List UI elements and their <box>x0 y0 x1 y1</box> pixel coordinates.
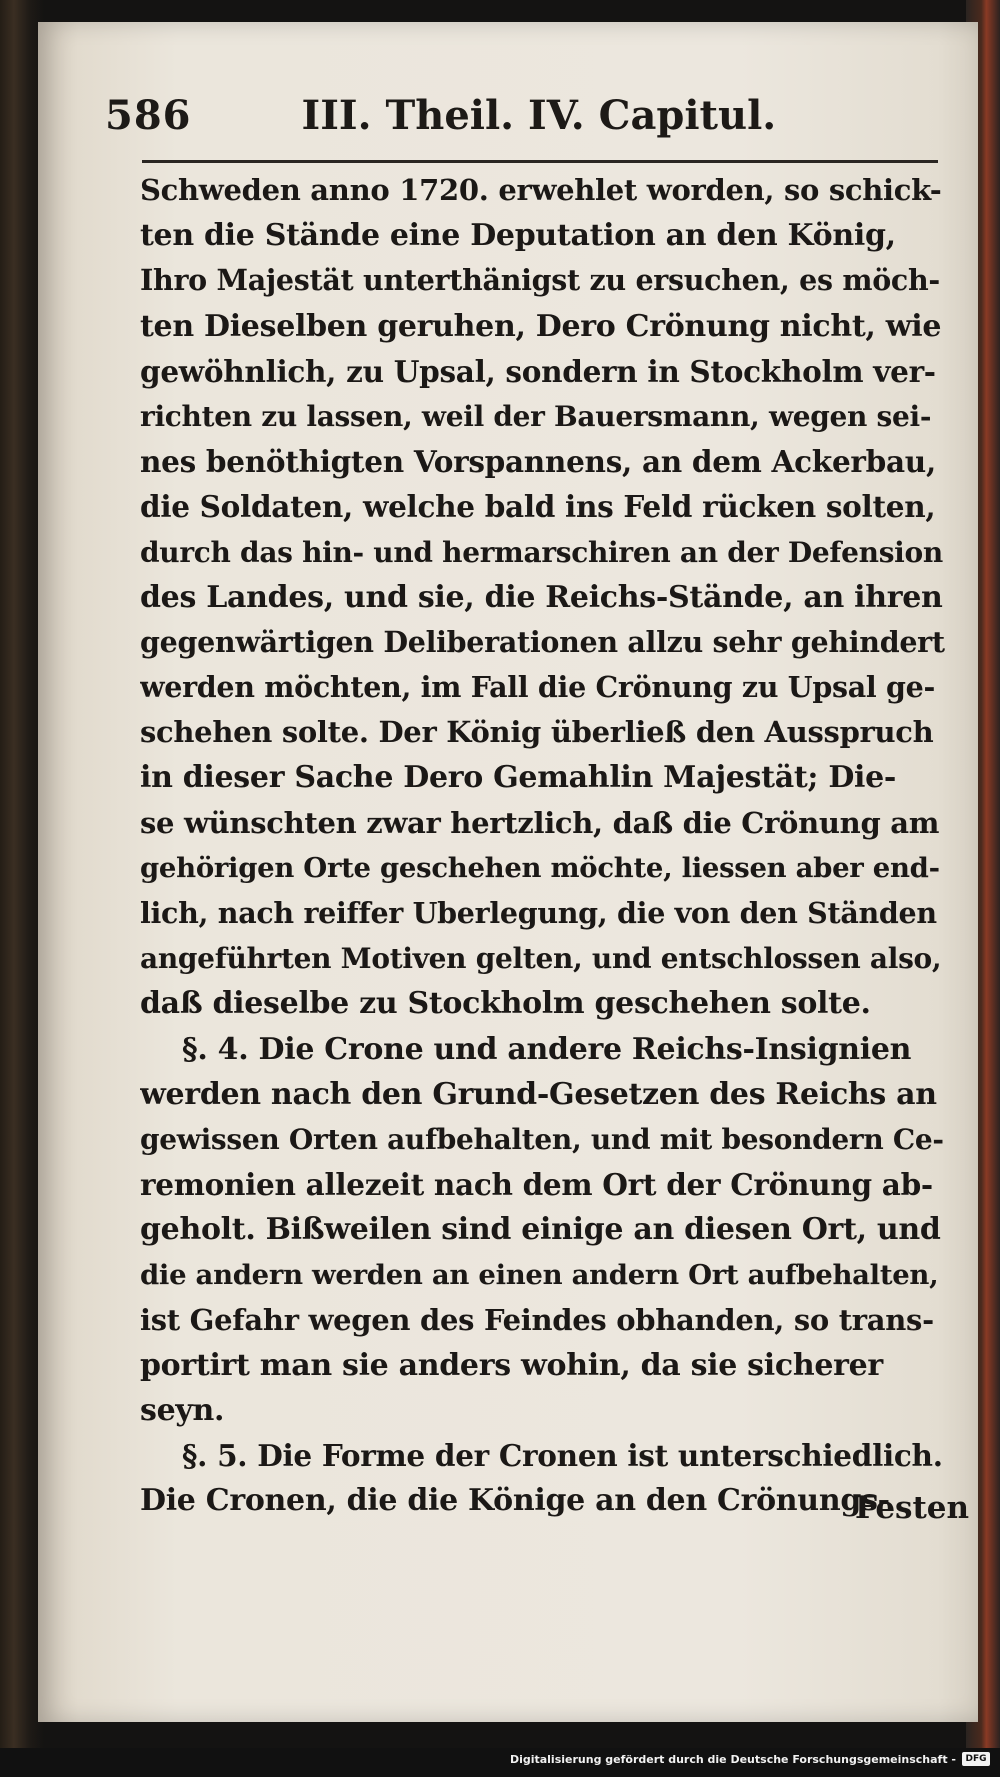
text-line: nes benöthigten Vorspannens, an dem Ackerbau, <box>140 444 936 480</box>
text-line: richten zu lassen, weil der Bauersmann, wegen sei- <box>140 399 932 433</box>
text-line: des Landes, und sie, die Reichs-Stände, an ihren <box>140 579 943 615</box>
text-line: ist Gefahr wegen des Feindes obhanden, so trans- <box>140 1302 934 1337</box>
text-line: Ihro Majestät unterthänigst zu ersuchen, es möch- <box>140 263 940 298</box>
footer-credit: Digitalisierung gefördert durch die Deutsche Forschungsgemeinschaft - <box>509 1753 956 1766</box>
text-line: angeführten Motiven gelten, und entschlossen also, <box>140 942 942 976</box>
dfg-logo-icon: DFG <box>962 1752 990 1766</box>
text-line: schehen solte. Der König überließ den Ausspruch <box>140 715 934 750</box>
text-line: lich, nach reiffer Uberlegung, die von den Ständen <box>140 896 937 930</box>
running-head <box>105 92 915 142</box>
text-line: ten Dieselben geruhen, Dero Crönung nicht, wie <box>140 308 942 344</box>
text-line: werden nach den Grund-Gesetzen des Reichs an <box>140 1076 937 1112</box>
text-line: in dieser Sache Dero Gemahlin Majestät; Die- <box>140 760 897 796</box>
header-rule <box>142 160 938 163</box>
text-line: §. 4. Die Crone und andere Reichs-Insignien <box>182 1031 912 1067</box>
text-line: gewissen Orten aufbehalten, und mit besondern Ce- <box>140 1122 944 1156</box>
text-line: die andern werden an einen andern Ort aufbehalten, <box>140 1258 939 1291</box>
text-line: geholt. Bißweilen sind einige an diesen Ort, und <box>140 1212 941 1248</box>
text-line: daß dieselbe zu Stockholm geschehen solte. <box>140 986 871 1022</box>
text-line: die Soldaten, welche bald ins Feld rücken solten, <box>140 489 936 525</box>
text-line: ten die Stände eine Deputation an den König, <box>140 218 896 254</box>
body-text <box>140 168 945 1524</box>
text-line: Schweden anno 1720. erwehlet worden, so schick- <box>140 173 942 207</box>
text-line: se wünschten zwar hertzlich, daß die Crönung am <box>140 805 940 840</box>
text-line: gehörigen Orte geschehen möchte, liessen aber end- <box>140 851 940 884</box>
text-line: werden möchten, im Fall die Crönung zu Upsal ge- <box>140 670 935 705</box>
page-number: 586 <box>105 92 192 139</box>
text-line: seyn. <box>140 1393 225 1429</box>
chapter-heading: III. Theil. IV. Capitul. <box>301 92 777 139</box>
text-line: gewöhnlich, zu Upsal, sondern in Stockholm ver- <box>140 353 936 389</box>
text-line: durch das hin- und hermarschiren an der Defension <box>140 535 943 569</box>
catchword: Festen <box>855 1490 970 1526</box>
text-line: gegenwärtigen Deliberationen allzu sehr gehindert <box>140 624 945 659</box>
text-line: remonien allezeit nach dem Ort der Crönung ab- <box>140 1167 933 1203</box>
text-line: portirt man sie anders wohin, da sie sicherer <box>140 1347 883 1383</box>
text-line: §. 5. Die Forme der Cronen ist unterschiedlich. <box>182 1438 943 1474</box>
text-line: Die Cronen, die die Könige an den Crönungs- <box>140 1483 890 1519</box>
